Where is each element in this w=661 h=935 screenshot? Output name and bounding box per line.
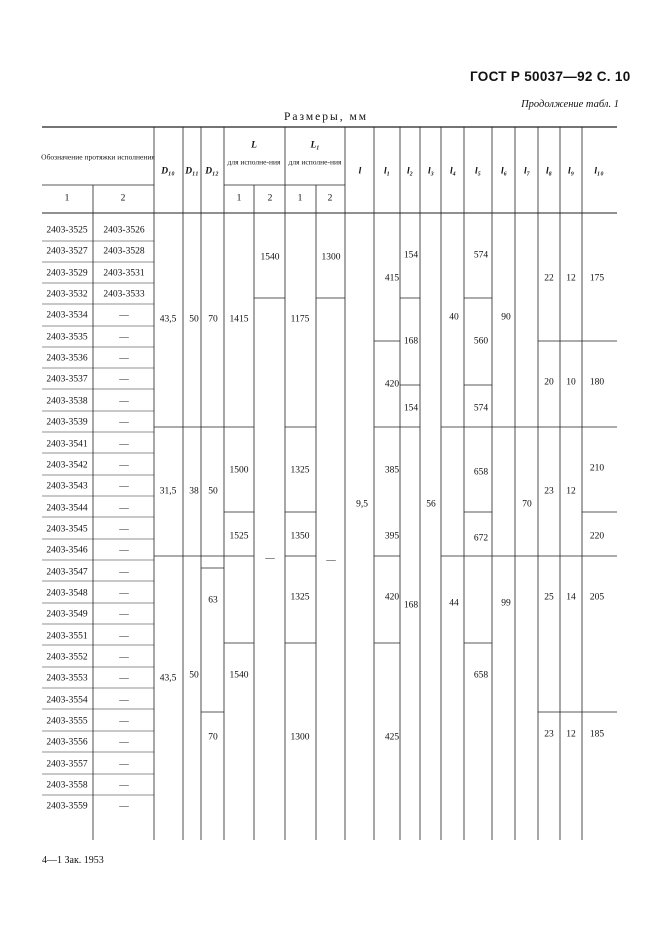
cell-l1-c: 385 (384, 465, 400, 476)
cell-D12-c: 63 (208, 595, 218, 606)
cell-L11-a: 1175 (290, 314, 310, 325)
row-designation-1: 2403-3543 (46, 481, 88, 492)
col-D10: D₁₀ (161, 166, 175, 177)
cell-L11-c: 1350 (290, 531, 310, 542)
col-l8: l₈ (546, 166, 552, 177)
cell-L2-b: — (265, 553, 275, 564)
continuation-label: Продолжение табл. 1 (521, 99, 619, 110)
row-designation-2: — (119, 524, 129, 535)
col-l9: l₉ (568, 166, 574, 177)
cell-l4-b: 44 (449, 598, 459, 609)
cell-l5-a: 574 (473, 250, 489, 261)
cell-l8-b: 20 (544, 377, 554, 388)
cell-l6-a: 90 (501, 312, 511, 323)
cell-l5-f: 658 (473, 670, 489, 681)
col-l10: l₁₀ (594, 166, 604, 177)
cell-l4-a: 40 (449, 312, 459, 323)
row-designation-1: 2403-3553 (46, 673, 88, 684)
row-designation-1: 2403-3557 (46, 759, 88, 769)
cell-l2-d: 168 (403, 600, 419, 611)
col-L1-1: 1 (297, 193, 303, 204)
cell-D11-a: 50 (189, 314, 199, 325)
row-designation-2: — (119, 310, 129, 321)
row-designation-1: 2403-3556 (46, 737, 88, 748)
row-designation-2: — (119, 417, 129, 428)
row-designation-1: 2403-3529 (46, 267, 88, 278)
cell-l9-c: 12 (566, 486, 576, 497)
row-designation-1: 2403-3545 (46, 524, 88, 535)
cell-l6-b: 99 (501, 598, 511, 609)
col-l2: l₂ (407, 166, 413, 177)
row-designation-1: 2403-3546 (46, 545, 88, 556)
row-designation-2: 2403-3531 (103, 267, 145, 278)
row-designation-2: — (119, 460, 129, 471)
col-l7: l₇ (524, 166, 530, 177)
cell-D11-b: 38 (189, 486, 199, 497)
row-designation-2: — (119, 353, 129, 364)
col-L1-sub: для исполне-ния (288, 157, 342, 167)
col-L: L (251, 140, 257, 151)
col-L-1: 1 (236, 193, 242, 204)
cell-D12-a: 70 (208, 314, 218, 325)
cell-l9-b: 10 (566, 377, 576, 388)
cell-l10-c: 210 (589, 463, 605, 474)
row-designation-2: — (119, 673, 129, 684)
row-designation-2: 2403-3533 (103, 289, 145, 300)
row-designation-1: 2403-3544 (46, 502, 88, 513)
col-l6: l₆ (501, 166, 507, 177)
row-designation-1: 2403-3534 (46, 310, 88, 321)
cell-l3-all: 56 (426, 499, 436, 510)
cell-l7-all: 70 (522, 499, 532, 510)
row-designation-1: 2403-3535 (46, 332, 88, 342)
cell-l2-b: 168 (403, 336, 419, 347)
cell-l1-b: 420 (384, 379, 400, 390)
row-designation-2: — (119, 801, 129, 812)
col-l4: l₄ (450, 166, 456, 177)
cell-l8-a: 22 (544, 273, 554, 284)
designation-header: Обозначение протяжки исполнения (41, 152, 155, 162)
row-designation-2: — (119, 694, 129, 705)
row-designation-1: 2403-3549 (46, 609, 88, 620)
cell-l8-c: 23 (544, 486, 554, 497)
row-designation-2: — (119, 609, 129, 620)
row-designation-2: — (119, 652, 129, 663)
col-L1: L₁ (310, 140, 320, 151)
row-designation-2: 2403-3526 (103, 225, 145, 236)
sizes-label: Размеры, мм (284, 111, 369, 123)
cell-D12-d: 70 (208, 732, 218, 743)
cell-l10-e: 205 (589, 592, 605, 603)
cell-L2-a: 1540 (260, 252, 280, 263)
cell-l10-f: 185 (589, 729, 605, 740)
footer-note: 4—1 Зак. 1953 (42, 855, 104, 866)
row-designation-2: — (119, 332, 129, 342)
col-l3: l₃ (428, 166, 434, 177)
row-designation-2: — (119, 588, 129, 599)
col-l: l (358, 166, 362, 177)
cell-D10-b: 31,5 (159, 486, 177, 497)
row-designation-2: — (119, 438, 129, 449)
row-designation-2: — (119, 737, 129, 748)
row-designation-1: 2403-3542 (46, 460, 88, 471)
cell-l1-f: 425 (384, 732, 400, 743)
cell-L1-a: 1415 (229, 314, 249, 325)
cell-l2-c: 154 (403, 403, 419, 414)
row-designation-1: 2403-3554 (46, 694, 88, 705)
row-designation-2: — (119, 780, 129, 791)
cell-l8-d: 25 (544, 592, 554, 603)
cell-L11-d: 1325 (290, 592, 310, 603)
row-designation-1: 2403-3552 (46, 652, 88, 663)
cell-l1-a: 415 (384, 273, 400, 284)
cell-l5-d: 658 (473, 467, 489, 478)
row-designation-2: — (119, 502, 129, 513)
cell-l-all: 9,5 (356, 499, 368, 510)
cell-l2-a: 154 (403, 250, 419, 261)
sub-col-1: 1 (64, 193, 70, 204)
cell-l9-e: 12 (566, 729, 576, 740)
col-l1: l₁ (384, 166, 390, 177)
row-designation-1: 2403-3559 (46, 801, 88, 812)
cell-l1-d: 395 (384, 531, 400, 542)
cell-D10-a: 43,5 (159, 314, 177, 325)
cell-L12-b: — (326, 555, 336, 566)
col-l5: l₅ (475, 166, 481, 177)
row-designation-1: 2403-3532 (46, 289, 88, 300)
cell-L11-b: 1325 (290, 465, 310, 476)
row-designation-2: — (119, 396, 129, 407)
cell-L1-c: 1525 (229, 531, 249, 542)
row-designation-2: — (119, 716, 129, 727)
cell-l1-e: 420 (384, 592, 400, 603)
row-designation-2: — (119, 481, 129, 492)
row-designation-1: 2403-3555 (46, 716, 88, 727)
cell-l9-d: 14 (566, 592, 576, 603)
col-L1-2: 2 (327, 193, 333, 204)
row-designation-2: 2403-3528 (103, 246, 145, 257)
col-L-sub: для исполне-ния (227, 157, 281, 167)
row-designation-1: 2403-3538 (46, 396, 88, 407)
cell-l5-b: 560 (473, 336, 489, 347)
row-designation-2: — (119, 566, 129, 577)
sub-col-2: 2 (120, 193, 126, 204)
cell-D11-c: 50 (189, 670, 199, 681)
cell-l8-e: 23 (544, 729, 554, 740)
cell-l10-b: 180 (589, 377, 605, 388)
cell-L12-a: 1300 (321, 252, 341, 263)
cell-L1-d: 1540 (229, 670, 249, 681)
row-designation-1: 2403-3547 (46, 566, 88, 577)
cell-D12-b: 50 (208, 486, 218, 497)
row-designation-1: 2403-3548 (46, 588, 88, 599)
cell-l5-e: 672 (473, 533, 489, 544)
row-designation-2: — (119, 630, 129, 641)
row-designation-1: 2403-3551 (46, 630, 88, 641)
cell-D10-c: 43,5 (159, 673, 177, 684)
cell-l10-a: 175 (589, 273, 605, 284)
row-designation-1: 2403-3537 (46, 374, 88, 385)
row-designation-1: 2403-3525 (46, 225, 88, 236)
row-designation-2: — (119, 374, 129, 385)
row-designation-1: 2403-3539 (46, 417, 88, 428)
row-designation-2: — (119, 759, 129, 769)
cell-l10-d: 220 (589, 531, 605, 542)
cell-L1-b: 1500 (229, 465, 249, 476)
document-header: ГОСТ Р 50037—92 С. 10 (470, 69, 631, 84)
cell-l9-a: 12 (566, 273, 576, 284)
cell-L11-e: 1300 (290, 732, 310, 743)
row-designation-1: 2403-3536 (46, 353, 88, 364)
col-L-2: 2 (267, 193, 273, 204)
row-designation-1: 2403-3558 (46, 780, 88, 791)
row-designation-1: 2403-3527 (46, 246, 88, 257)
row-designation-2: — (119, 545, 129, 556)
cell-l5-c: 574 (473, 403, 489, 414)
col-D12: D₁₂ (205, 166, 219, 177)
row-designation-1: 2403-3541 (46, 438, 88, 449)
col-D11: D₁₁ (185, 166, 199, 177)
